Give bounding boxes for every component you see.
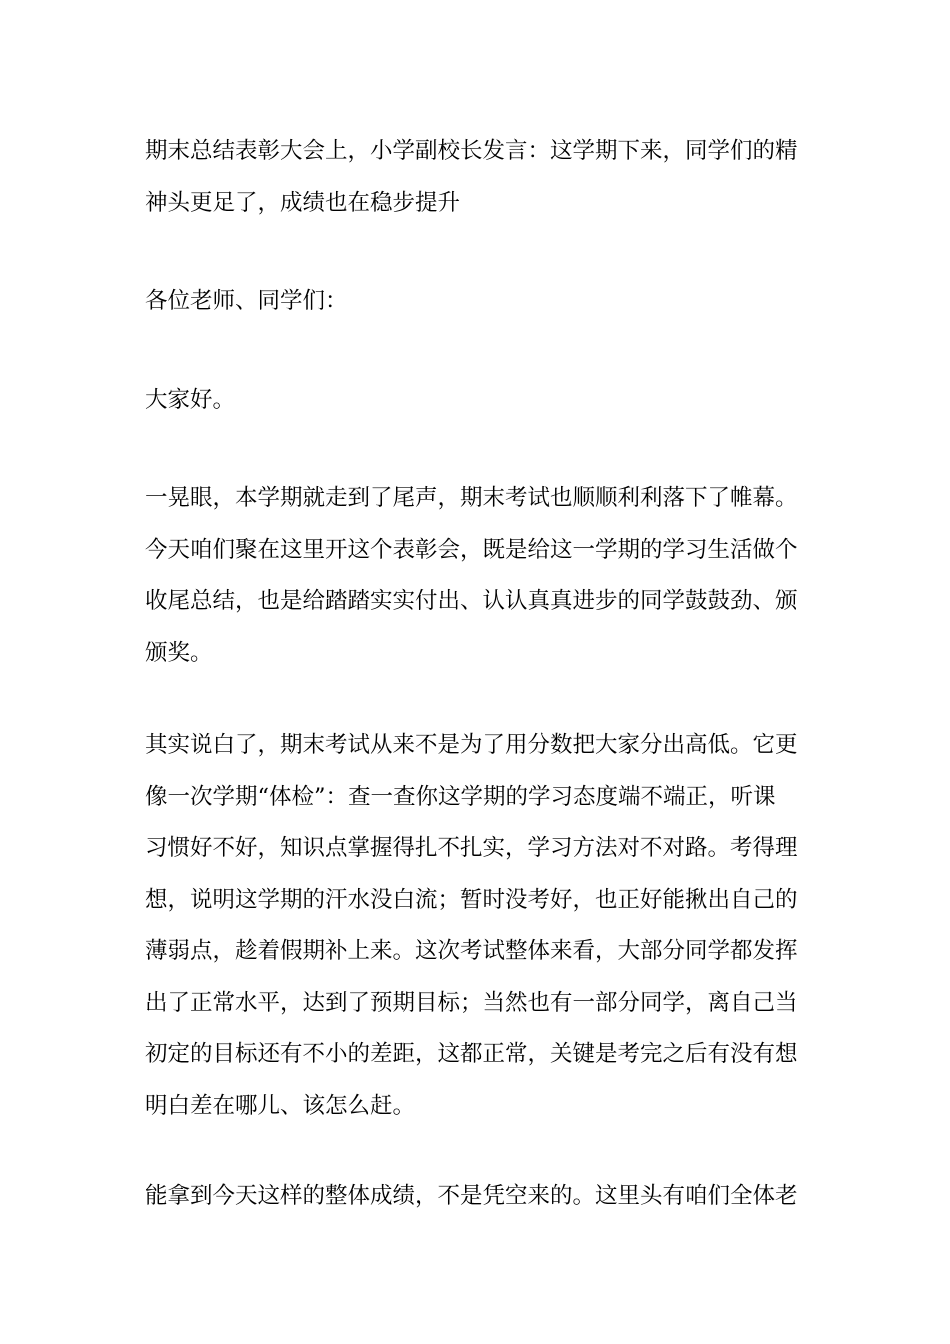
paragraph-line: 像一次学期“体检”：查一查你这学期的学习态度端不端正，听课 bbox=[145, 783, 776, 810]
paragraph-line: 收尾总结，也是给踏踏实实付出、认认真真进步的同学鼓鼓劲、颁 bbox=[145, 588, 798, 614]
paragraph-line: 习惯好不好，知识点掌握得扎不扎实，学习方法对不对路。考得理 bbox=[145, 835, 798, 861]
salutation-text: 各位老师、同学们： bbox=[145, 288, 348, 314]
title-line: 期末总结表彰大会上，小学副校长发言：这学期下来，同学们的精 bbox=[145, 138, 798, 164]
document-title bbox=[145, 126, 810, 229]
paragraph-line: 今天咱们聚在这里开这个表彰会，既是给这一学期的学习生活做个 bbox=[145, 536, 798, 563]
paragraph-2 bbox=[145, 720, 810, 1132]
paragraph-3 bbox=[145, 1171, 810, 1223]
greeting bbox=[145, 375, 810, 427]
salutation bbox=[145, 276, 810, 328]
paragraph-line: 明白差在哪儿、该怎么赶。 bbox=[145, 1092, 416, 1119]
paragraph-line: 能拿到今天这样的整体成绩，不是凭空来的。这里头有咱们全体老 bbox=[145, 1183, 798, 1209]
greeting-text: 大家好。 bbox=[145, 387, 236, 413]
paragraph-line: 出了正常水平，达到了预期目标；当然也有一部分同学，离自己当 bbox=[145, 989, 798, 1016]
paragraph-line: 其实说白了，期末考试从来不是为了用分数把大家分出高低。它更 bbox=[145, 732, 798, 758]
paragraph-line: 一晃眼，本学期就走到了尾声，期末考试也顺顺利利落下了帷幕。 bbox=[145, 485, 798, 511]
paragraph-line: 薄弱点，趁着假期补上来。这次考试整体来看，大部分同学都发挥 bbox=[145, 938, 798, 964]
title-line: 神头更足了，成绩也在稳步提升 bbox=[145, 189, 461, 216]
paragraph-line: 颁奖。 bbox=[145, 639, 213, 666]
paragraph-line: 初定的目标还有不小的差距，这都正常，关键是考完之后有没有想 bbox=[145, 1041, 798, 1067]
paragraph-1 bbox=[145, 473, 810, 679]
paragraph-line: 想，说明这学期的汗水没白流；暂时没考好，也正好能揪出自己的 bbox=[145, 886, 798, 913]
